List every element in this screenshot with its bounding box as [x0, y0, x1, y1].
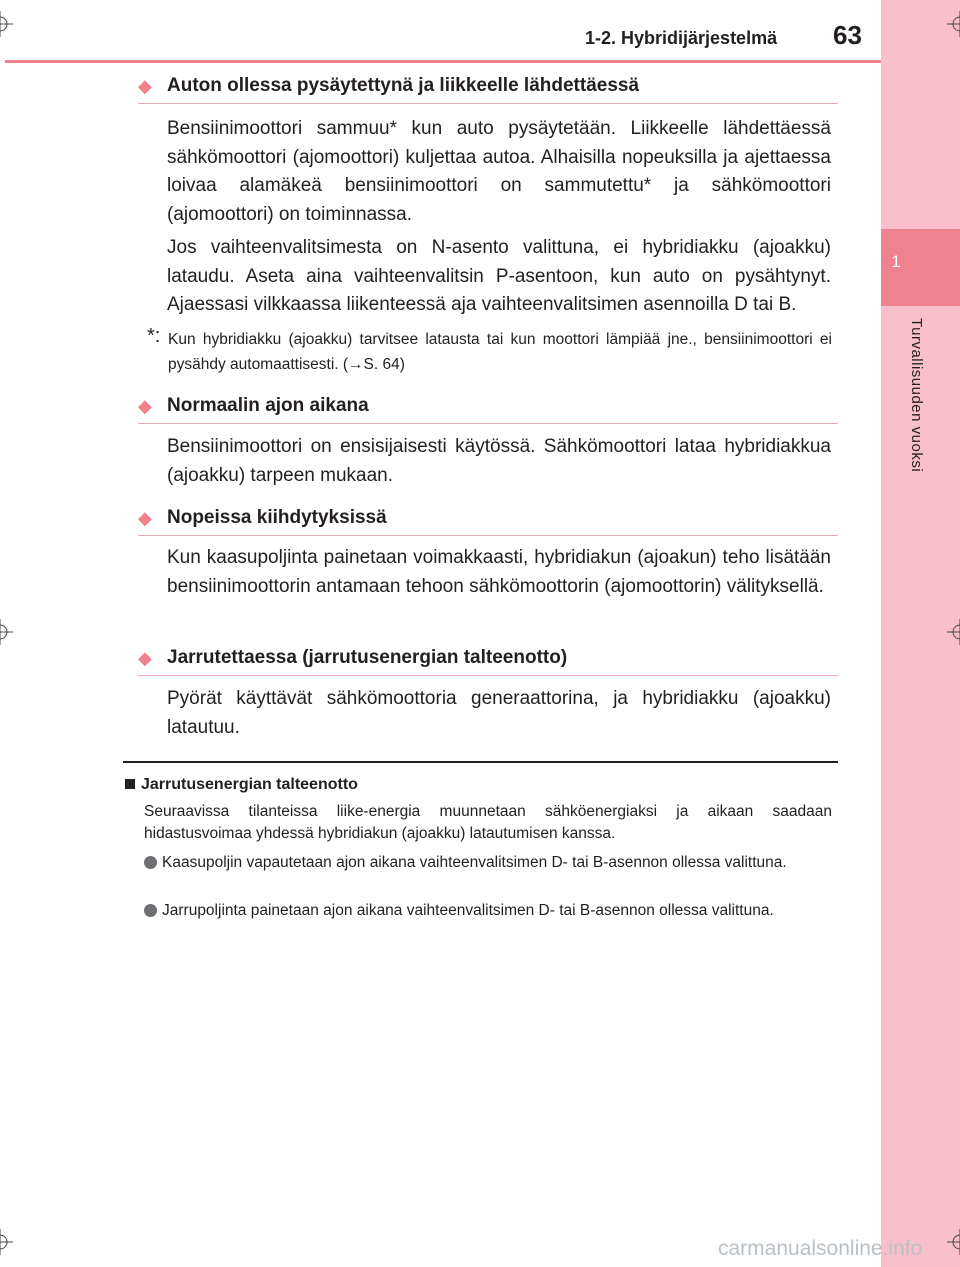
registration-mark-icon — [0, 1229, 13, 1255]
note-title — [125, 776, 358, 794]
chapter-number: 1 — [891, 252, 901, 271]
body-paragraph: Kun kaasupoljinta painetaan voimakkaasti, hybridiakun (ajoakun) teho lisätään bensiinimoottorin antamaan tehoon sähkömoottorin (ajomoottorin) välityksellä. — [167, 547, 831, 597]
registration-mark-icon — [947, 11, 960, 37]
body-paragraph: Bensiinimoottori sammuu* kun auto pysäytetään. Liikkeelle lähdettäessä sähkömoottori (ajomoottori) kuljettaa autoa. Alhaisilla nopeuksilla ja ajettaessa loivaa alamäkeä bensiinimoottori on sammutettu* ja sähkömoottori (ajomoottori) on toiminnassa. — [167, 118, 831, 225]
section-heading-text: Auton ollessa pysäytettynä ja liikkeelle lähdettäessä — [167, 75, 640, 96]
footnote-text: Kun hybridiakku (ajoakku) tarvitsee latausta tai kun moottori lämpiää jne., bensiinimoottori ei pysähdy automaattisesti. (→S. 64) — [168, 331, 832, 373]
square-bullet-icon — [125, 779, 135, 789]
diamond-icon: ◆ — [138, 508, 152, 528]
bullet-icon — [144, 904, 157, 917]
registration-mark-icon — [0, 619, 13, 645]
section-heading-text: Jarrutettaessa (jarrutusenergian talteenotto) — [167, 647, 568, 668]
section-heading — [138, 73, 838, 104]
diamond-icon: ◆ — [138, 396, 152, 416]
section-heading — [138, 505, 838, 536]
diamond-icon: ◆ — [138, 76, 152, 96]
registration-mark-icon — [947, 1229, 960, 1255]
body-paragraph: Bensiinimoottori on ensisijaisesti käytössä. Sähkömoottori lataa hybridiakkua (ajoakku) tarpeen mukaan. — [167, 436, 831, 486]
section-heading — [138, 393, 838, 424]
body-paragraph: Jos vaihteenvalitsimesta on N-asento valittuna, ei hybridiakku (ajoakku) lataudu. Aseta aina vaihteenvalitsin P-asentoon, kun auto on pysähtynyt. Ajaessasi vilkkaassa liikenteessä aja vaihteenvalitsimen asennoilla D tai B. — [167, 237, 831, 315]
chapter-title: Turvallisuuden vuoksi — [908, 318, 925, 473]
diamond-icon: ◆ — [138, 648, 152, 668]
page-number: 63 — [833, 20, 862, 50]
list-item-text: Kaasupoljin vapautetaan ajon aikana vaihteenvalitsimen D- tai B-asennon ollessa valittuna. — [162, 854, 787, 871]
watermark: carmanualsonline.info — [718, 1237, 923, 1260]
section-heading-text: Nopeissa kiihdytyksissä — [167, 507, 387, 528]
section-heading — [138, 645, 838, 676]
note-text: Seuraavissa tilanteissa liike-energia muunnetaan sähköenergiaksi ja aikaan saadaan hidastusvoimaa yhdessä hybridiakun (ajoakku) latautumisen kanssa. — [144, 803, 832, 842]
registration-mark-icon — [947, 619, 960, 645]
bullet-icon — [144, 856, 157, 869]
registration-mark-icon — [0, 11, 13, 37]
section-heading-text: Normaalin ajon aikana — [167, 395, 369, 416]
header-rule — [5, 60, 881, 63]
section-name: 1-2. Hybridijärjestelmä — [585, 28, 778, 48]
body-paragraph: Pyörät käyttävät sähkömoottoria generaattorina, ja hybridiakku (ajoakku) latautuu. — [167, 688, 831, 738]
section-divider — [123, 761, 838, 763]
footnote-marker: *: — [147, 325, 161, 347]
note-title-text: Jarrutusenergian talteenotto — [141, 776, 358, 793]
list-item-text: Jarrupoljinta painetaan ajon aikana vaihteenvalitsimen D- tai B-asennon ollessa valittuna. — [162, 902, 774, 919]
